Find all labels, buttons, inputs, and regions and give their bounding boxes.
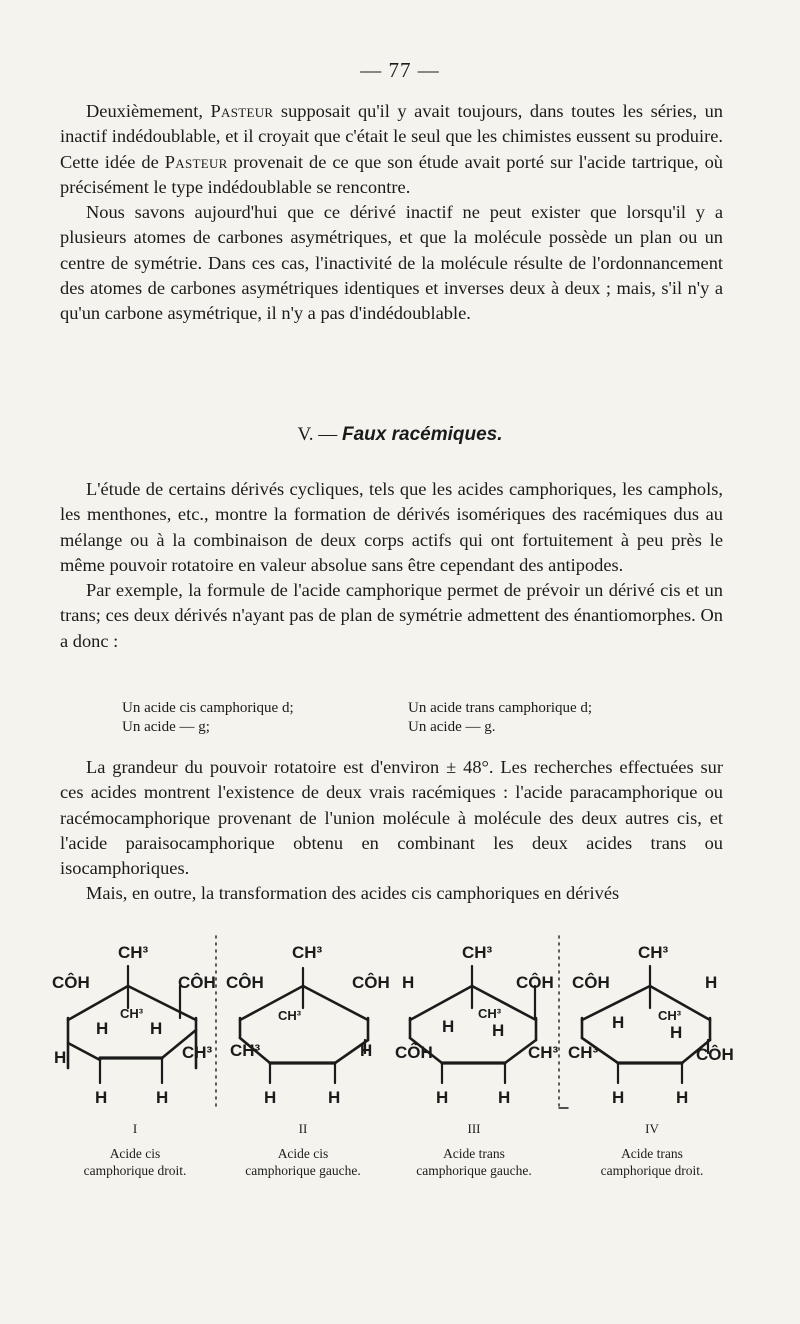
label-ch3: CH³ — [462, 943, 493, 962]
label-ch3: CH³ — [182, 1043, 213, 1062]
name-pasteur-2: Pasteur — [164, 151, 228, 172]
label-ch3: CH³ — [528, 1043, 559, 1062]
label-h: H — [95, 1088, 108, 1107]
caption-line: camphorique droit. — [83, 1163, 187, 1178]
paragraph-1-start: Deuxièmement, — [86, 101, 211, 121]
figure-captions — [60, 1120, 750, 1180]
label-h: H — [492, 1021, 505, 1040]
label-ch3: CH³ — [230, 1041, 261, 1060]
label-ch3: CH³ — [638, 943, 669, 962]
caption-1 — [50, 1120, 220, 1179]
label-h: H — [442, 1017, 455, 1036]
label-ch3-inner: CH³ — [120, 1006, 144, 1021]
label-h: H — [264, 1088, 277, 1107]
caption-2 — [218, 1120, 388, 1179]
text-block-top — [60, 99, 723, 327]
label-h: H — [436, 1088, 449, 1107]
section-heading — [0, 424, 800, 446]
acid-table-row — [122, 699, 592, 718]
label-h: H — [498, 1088, 511, 1107]
paragraph-1-middle: supposait qu'il y avait toujours, dans toutes les séries, un inactif indédoublable, et il croyait que c'était le seul que les chimistes eussent su produire. Cette idée de — [60, 101, 723, 172]
caption-number: III — [467, 1121, 481, 1136]
caption-line: camphorique gauche. — [245, 1163, 361, 1178]
label-coh: CÔH — [226, 973, 264, 992]
acid-table-row — [122, 718, 592, 737]
caption-line: camphorique gauche. — [416, 1163, 532, 1178]
page-number: — 77 — — [360, 58, 440, 82]
acid-table-cell: Un acide — g. — [408, 719, 496, 735]
label-h: H — [612, 1013, 625, 1032]
caption-number: I — [132, 1121, 138, 1136]
acid-table-cell: Un acide trans camphorique d; — [408, 700, 593, 716]
label-h: H — [670, 1023, 683, 1042]
caption-line: camphorique droit. — [600, 1163, 704, 1178]
caption-line: Acide trans — [443, 1146, 505, 1161]
paragraph-5: La grandeur du pouvoir rotatoire est d'environ ± 48°. Les recherches effectuées sur ces acides montrent l'existence de deux vrais racémiques : l'acide paracamphorique ou racémocamphorique provenant de l'union molécule à molécule des deux autres cis, et l'acide paraisocamphorique obtenu en combinant les deux acides trans ou isocamphoriques. — [60, 757, 723, 879]
caption-number: IV — [645, 1121, 659, 1136]
acid-table-cell: Un acide cis camphorique d; — [122, 700, 294, 716]
section-title: Faux racémiques. — [342, 424, 503, 445]
label-h: H — [54, 1048, 67, 1067]
caption-number: II — [298, 1121, 308, 1136]
paragraph-1 — [60, 99, 723, 200]
label-coh: CÔH — [696, 1045, 734, 1064]
label-coh: CÔH — [352, 973, 390, 992]
label-ch3-inner: CH³ — [658, 1008, 682, 1023]
text-block-bottom — [60, 755, 723, 907]
label-h: H — [156, 1088, 169, 1107]
caption-3 — [389, 1120, 559, 1179]
section-number: V. — — [297, 424, 338, 445]
label-coh: CÔH — [516, 973, 554, 992]
label-h: H — [360, 1041, 373, 1060]
label-ch3: CH³ — [292, 943, 323, 962]
paragraph-4: Par exemple, la formule de l'acide camphorique permet de prévoir un dérivé cis et un trans; ces deux dérivés n'ayant pas de plan de symétrie admettent des énantiomorphes. On a donc : — [60, 580, 723, 651]
label-ch3: CH³ — [118, 943, 149, 962]
paragraph-2: Nous savons aujourd'hui que ce dérivé inactif ne peut exister que lorsqu'il y a plusieurs atomes de carbones asymétriques, et que la molécule possède un plan ou un centre de symétrie. Dans ces cas, l'inactivité de la molécule résulte de l'ordonnancement des atomes de carbones asymétriques identiques et inverses deux à deux ; mais, s'il n'y a qu'un carbone asymétrique, il n'y a pas d'indédoublable. — [60, 202, 723, 324]
caption-4 — [567, 1120, 737, 1179]
paragraph-6: Mais, en outre, la transformation des acides cis camphoriques en dérivés — [86, 883, 620, 904]
label-coh: CÔH — [395, 1043, 433, 1062]
label-h: H — [402, 973, 415, 992]
caption-line: Acide trans — [621, 1146, 683, 1161]
label-h: H — [705, 973, 718, 992]
acid-table — [122, 699, 592, 737]
label-ch3-inner: CH³ — [478, 1006, 502, 1021]
label-h: H — [150, 1019, 163, 1038]
paragraph-3: L'étude de certains dérivés cycliques, tels que les acides camphoriques, les camphols, les menthones, etc., montre la formation de dérivés isomériques des racémiques dus au mélange ou à la combinaison de deux corps actifs qui ont fortuitement à peu près le même pouvoir rotatoire en valeur absolue sans être cependant des antipodes. — [60, 479, 723, 575]
label-h: H — [676, 1088, 689, 1107]
label-coh: CÔH — [178, 973, 216, 992]
label-coh: CÔH — [52, 973, 90, 992]
label-coh: CÔH — [572, 973, 610, 992]
camphoric-acid-formulas — [52, 928, 750, 1128]
label-h: H — [612, 1088, 625, 1107]
paragraph-1-end: provenait de ce que son étude avait porté sur l'acide tartrique, où précisément le type indédoublable se rencontre. — [60, 151, 723, 197]
name-pasteur: Pasteur — [210, 101, 274, 121]
caption-line: Acide cis — [277, 1146, 329, 1161]
label-ch3-inner: CH³ — [278, 1008, 302, 1023]
caption-line: Acide cis — [109, 1146, 161, 1161]
label-ch3: CH³ — [568, 1043, 599, 1062]
text-block-middle — [60, 477, 723, 654]
label-h: H — [96, 1019, 109, 1038]
acid-table-cell: Un acide — g; — [122, 719, 210, 735]
label-h: H — [328, 1088, 341, 1107]
